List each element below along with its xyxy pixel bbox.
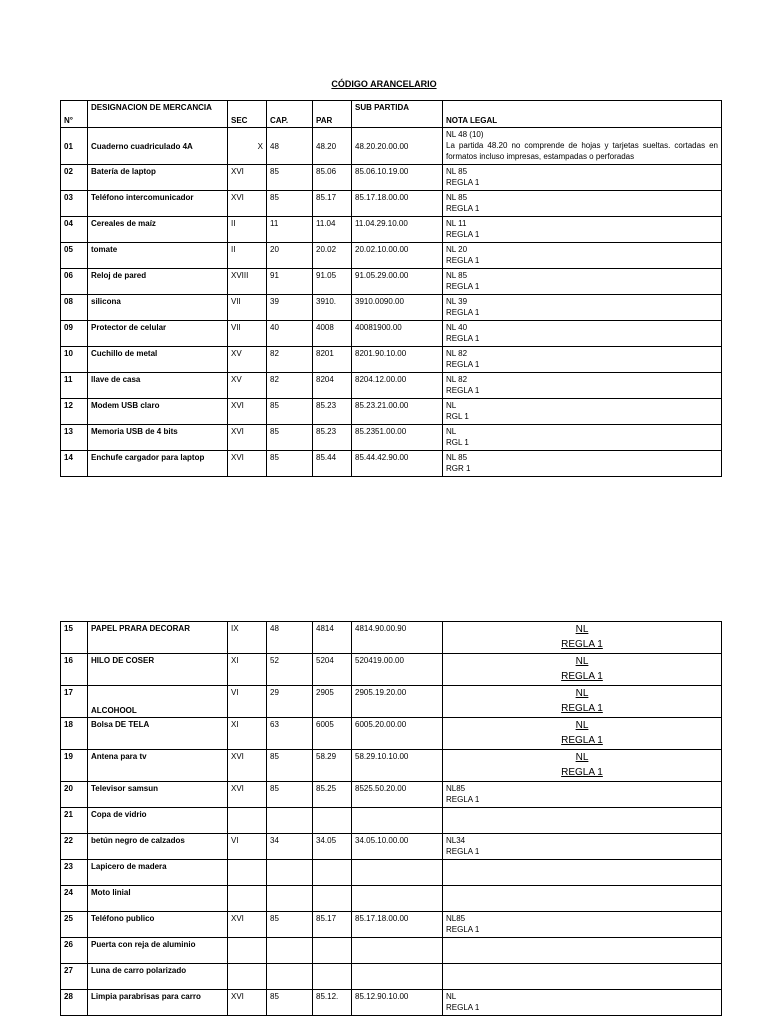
cell-nota-legal	[443, 654, 722, 686]
header-sec: SEC	[228, 101, 267, 128]
cell-cap: 85	[267, 451, 313, 477]
cell-no: 02	[61, 165, 88, 191]
table-row	[61, 834, 722, 860]
tariff-table-2	[60, 621, 722, 1016]
cell-sec: X	[228, 128, 267, 165]
cell-par: 8204	[313, 373, 352, 399]
cell-par: 85.23	[313, 399, 352, 425]
nota-line-2: RGL 1	[446, 412, 469, 421]
cell-designacion: betún negro de calzados	[88, 834, 228, 860]
cell-designacion: Reloj de pared	[88, 269, 228, 295]
cell-subpartida: 520419.00.00	[352, 654, 443, 686]
nota-line-2: REGLA 1	[446, 1003, 480, 1012]
cell-nota-legal	[443, 373, 722, 399]
header-designacion: DESIGNACION DE MERCANCIA	[88, 101, 228, 128]
cell-sec	[228, 964, 267, 990]
cell-cap: 85	[267, 191, 313, 217]
nota-line-1: NL 85	[446, 453, 468, 462]
nota-line-1: NL 85	[446, 271, 468, 280]
cell-nota-legal	[443, 425, 722, 451]
cell-cap: 85	[267, 399, 313, 425]
cell-sec: XVI	[228, 750, 267, 782]
cell-no: 08	[61, 295, 88, 321]
nota-line-2: REGLA 1	[561, 735, 603, 746]
table-row	[61, 808, 722, 834]
cell-par: 20.02	[313, 243, 352, 269]
table-row	[61, 990, 722, 1016]
cell-no: 25	[61, 912, 88, 938]
cell-par: 85.12.	[313, 990, 352, 1016]
cell-par: 48.20	[313, 128, 352, 165]
cell-nota-legal	[443, 912, 722, 938]
document-title: CÓDIGO ARANCELARIO	[331, 79, 437, 89]
nota-line-2: REGLA 1	[446, 847, 480, 856]
cell-cap: 39	[267, 295, 313, 321]
cell-no: 15	[61, 622, 88, 654]
cell-cap: 34	[267, 834, 313, 860]
cell-subpartida: 40081900.00	[352, 321, 443, 347]
cell-par	[313, 808, 352, 834]
cell-nota-legal	[443, 834, 722, 860]
cell-sec: VI	[228, 686, 267, 718]
cell-nota-legal	[443, 622, 722, 654]
cell-par: 2905	[313, 686, 352, 718]
cell-designacion: Limpia parabrisas para carro	[88, 990, 228, 1016]
nota-line-1: NL	[446, 427, 457, 436]
cell-designacion: Modem USB claro	[88, 399, 228, 425]
nota-line-2: RGR 1	[446, 464, 471, 473]
cell-par: 91.05	[313, 269, 352, 295]
cell-cap: 82	[267, 347, 313, 373]
table-row	[61, 750, 722, 782]
table-header-row	[61, 101, 722, 128]
cell-par: 34.05	[313, 834, 352, 860]
cell-designacion: Teléfono intercomunicador	[88, 191, 228, 217]
cell-nota-legal	[443, 321, 722, 347]
cell-cap: 82	[267, 373, 313, 399]
nota-line-2: REGLA 1	[446, 256, 480, 265]
nota-line-2: REGLA 1	[446, 386, 480, 395]
cell-cap: 40	[267, 321, 313, 347]
nota-line-2: REGLA 1	[446, 308, 480, 317]
cell-designacion: silicona	[88, 295, 228, 321]
table-row	[61, 964, 722, 990]
cell-subpartida: 85.2351.00.00	[352, 425, 443, 451]
cell-sec: XVI	[228, 451, 267, 477]
table-row	[61, 128, 722, 165]
cell-sec: II	[228, 243, 267, 269]
cell-nota-legal	[443, 347, 722, 373]
cell-par: 58.29	[313, 750, 352, 782]
cell-nota-legal	[443, 808, 722, 834]
cell-cap: 48	[267, 128, 313, 165]
nota-line-2: REGLA 1	[446, 230, 480, 239]
cell-nota-legal	[443, 750, 722, 782]
cell-subpartida: 85.17.18.00.00	[352, 912, 443, 938]
cell-sec: XVIII	[228, 269, 267, 295]
cell-no: 09	[61, 321, 88, 347]
cell-designacion: tomate	[88, 243, 228, 269]
cell-subpartida: 8201.90.10.00	[352, 347, 443, 373]
cell-subpartida	[352, 860, 443, 886]
nota-line-2: REGLA 1	[561, 639, 603, 650]
cell-subpartida	[352, 964, 443, 990]
nota-line-2: REGLA 1	[446, 334, 480, 343]
cell-subpartida: 48.20.20.00.00	[352, 128, 443, 165]
tariff-table-1	[60, 100, 722, 477]
cell-no: 20	[61, 782, 88, 808]
cell-par: 85.06	[313, 165, 352, 191]
cell-nota-legal	[443, 886, 722, 912]
cell-subpartida: 85.17.18.00.00	[352, 191, 443, 217]
cell-sec: VI	[228, 834, 267, 860]
cell-par: 3910.	[313, 295, 352, 321]
nota-line-2: REGLA 1	[446, 178, 480, 187]
table-row	[61, 451, 722, 477]
table-row	[61, 886, 722, 912]
cell-no: 26	[61, 938, 88, 964]
cell-no: 22	[61, 834, 88, 860]
cell-par: 8201	[313, 347, 352, 373]
cell-sec	[228, 886, 267, 912]
cell-no: 01	[61, 128, 88, 165]
table-row	[61, 347, 722, 373]
cell-no: 06	[61, 269, 88, 295]
nota-line-1: NL	[575, 688, 589, 699]
header-par: PAR	[313, 101, 352, 128]
cell-sec: XV	[228, 347, 267, 373]
cell-nota-legal	[443, 938, 722, 964]
table-row	[61, 938, 722, 964]
cell-sec: XVI	[228, 399, 267, 425]
nota-line-2: REGLA 1	[446, 204, 480, 213]
cell-subpartida	[352, 938, 443, 964]
cell-no: 11	[61, 373, 88, 399]
cell-sec: XV	[228, 373, 267, 399]
cell-par: 85.17	[313, 191, 352, 217]
cell-par: 85.25	[313, 782, 352, 808]
nota-line-2: REGLA 1	[446, 282, 480, 291]
nota-line-1: NL	[575, 624, 589, 635]
cell-par	[313, 886, 352, 912]
cell-no: 13	[61, 425, 88, 451]
cell-sec: II	[228, 217, 267, 243]
cell-subpartida: 34.05.10.00.00	[352, 834, 443, 860]
cell-subpartida: 91.05.29.00.00	[352, 269, 443, 295]
cell-subpartida: 6005.20.00.00	[352, 718, 443, 750]
cell-cap	[267, 860, 313, 886]
cell-sec	[228, 860, 267, 886]
cell-par: 6005	[313, 718, 352, 750]
table-row	[61, 425, 722, 451]
nota-line-2: REGLA 1	[446, 925, 480, 934]
cell-subpartida	[352, 808, 443, 834]
table-row	[61, 321, 722, 347]
cell-designacion: Antena para tv	[88, 750, 228, 782]
cell-cap: 85	[267, 165, 313, 191]
cell-par	[313, 938, 352, 964]
cell-cap: 52	[267, 654, 313, 686]
cell-cap: 91	[267, 269, 313, 295]
nota-line-1: NL	[446, 992, 457, 1001]
cell-cap	[267, 808, 313, 834]
nota-line-2: REGLA 1	[446, 360, 480, 369]
cell-designacion: Bolsa DE TELA	[88, 718, 228, 750]
cell-no: 21	[61, 808, 88, 834]
table-row	[61, 622, 722, 654]
nota-line-1: NL34	[446, 836, 466, 845]
cell-designacion: Televisor samsun	[88, 782, 228, 808]
cell-designacion: Batería de laptop	[88, 165, 228, 191]
nota-line-1: NL	[575, 720, 589, 731]
header-nota-legal: NOTA LEGAL	[443, 101, 722, 128]
header-cap: CAP.	[267, 101, 313, 128]
cell-no: 18	[61, 718, 88, 750]
table-row	[61, 295, 722, 321]
cell-cap	[267, 886, 313, 912]
cell-nota-legal	[443, 718, 722, 750]
table-row	[61, 399, 722, 425]
cell-sec: XI	[228, 718, 267, 750]
cell-no: 12	[61, 399, 88, 425]
cell-subpartida: 2905.19.20.00	[352, 686, 443, 718]
cell-par: 11.04	[313, 217, 352, 243]
table-row	[61, 718, 722, 750]
cell-subpartida: 85.12.90.10.00	[352, 990, 443, 1016]
table-row	[61, 217, 722, 243]
nota-line-2: REGLA 1	[561, 703, 603, 714]
cell-nota-legal	[443, 269, 722, 295]
cell-designacion: Luna de carro polarizado	[88, 964, 228, 990]
cell-nota-legal	[443, 686, 722, 718]
cell-no: 17	[61, 686, 88, 718]
cell-nota-legal	[443, 451, 722, 477]
cell-sec: XVI	[228, 165, 267, 191]
cell-designacion: llave de casa	[88, 373, 228, 399]
cell-no: 19	[61, 750, 88, 782]
cell-nota-legal	[443, 165, 722, 191]
cell-cap: 85	[267, 782, 313, 808]
header-subpartida: SUB PARTIDA	[352, 101, 443, 128]
cell-cap: 63	[267, 718, 313, 750]
cell-par: 85.44	[313, 451, 352, 477]
cell-cap: 29	[267, 686, 313, 718]
nota-line-1: NL 39	[446, 297, 468, 306]
cell-cap: 85	[267, 990, 313, 1016]
cell-par: 85.23	[313, 425, 352, 451]
table-row	[61, 686, 722, 718]
cell-designacion: HILO DE COSER	[88, 654, 228, 686]
table-row	[61, 165, 722, 191]
cell-sec	[228, 938, 267, 964]
cell-sec: XVI	[228, 191, 267, 217]
cell-no: 14	[61, 451, 88, 477]
cell-subpartida: 3910.0090.00	[352, 295, 443, 321]
cell-no: 28	[61, 990, 88, 1016]
cell-nota-legal	[443, 964, 722, 990]
cell-par: 85.17	[313, 912, 352, 938]
table-row	[61, 860, 722, 886]
table-row	[61, 373, 722, 399]
cell-cap: 20	[267, 243, 313, 269]
cell-subpartida: 85.06.10.19.00	[352, 165, 443, 191]
cell-subpartida: 8525.50.20.00	[352, 782, 443, 808]
cell-designacion: PAPEL PRARA DECORAR	[88, 622, 228, 654]
nota-line-1: NL 40	[446, 323, 468, 332]
cell-nota-legal	[443, 243, 722, 269]
cell-nota-legal	[443, 990, 722, 1016]
nota-line-1: NL	[575, 656, 589, 667]
table-row	[61, 269, 722, 295]
cell-sec: IX	[228, 622, 267, 654]
cell-designacion: Cuaderno cuadriculado 4A	[88, 128, 228, 165]
cell-par: 4008	[313, 321, 352, 347]
cell-par	[313, 860, 352, 886]
cell-designacion: Copa de vidrio	[88, 808, 228, 834]
cell-designacion: Puerta con reja de aluminio	[88, 938, 228, 964]
cell-cap	[267, 938, 313, 964]
cell-nota-legal	[443, 128, 722, 165]
cell-subpartida: 8204.12.00.00	[352, 373, 443, 399]
cell-sec: XVI	[228, 990, 267, 1016]
cell-no: 04	[61, 217, 88, 243]
header-no: N°	[61, 101, 88, 128]
nota-line-1: NL	[446, 401, 457, 410]
table-row	[61, 782, 722, 808]
cell-no: 24	[61, 886, 88, 912]
cell-sec: XVI	[228, 425, 267, 451]
nota-line-1: NL85	[446, 784, 466, 793]
nota-line-2: La partida 48.20 no comprende de hojas y tarjetas sueltas. cortadas en formatos incluso impresas, estampadas o perforadas	[446, 141, 718, 161]
cell-sec: XVI	[228, 912, 267, 938]
cell-sec: XI	[228, 654, 267, 686]
cell-nota-legal	[443, 860, 722, 886]
cell-par: 5204	[313, 654, 352, 686]
nota-line-1: NL 82	[446, 349, 468, 358]
cell-subpartida: 11.04.29.10.00	[352, 217, 443, 243]
cell-no: 05	[61, 243, 88, 269]
cell-subpartida	[352, 886, 443, 912]
nota-line-2: REGLA 1	[446, 795, 480, 804]
cell-no: 10	[61, 347, 88, 373]
cell-cap: 48	[267, 622, 313, 654]
nota-line-1: NL85	[446, 914, 466, 923]
nota-line-1: NL 85	[446, 167, 468, 176]
cell-no: 03	[61, 191, 88, 217]
cell-designacion: Moto linial	[88, 886, 228, 912]
cell-cap: 85	[267, 750, 313, 782]
cell-sec: VII	[228, 321, 267, 347]
cell-nota-legal	[443, 782, 722, 808]
cell-designacion: Enchufe cargador para laptop	[88, 451, 228, 477]
cell-nota-legal	[443, 295, 722, 321]
cell-sec	[228, 808, 267, 834]
table-row	[61, 191, 722, 217]
cell-no: 16	[61, 654, 88, 686]
cell-subpartida: 58.29.10.10.00	[352, 750, 443, 782]
nota-line-1: NL 85	[446, 193, 468, 202]
cell-subpartida: 4814.90.00.90	[352, 622, 443, 654]
nota-line-1: NL 11	[446, 219, 467, 228]
cell-nota-legal	[443, 191, 722, 217]
nota-line-1: NL 82	[446, 375, 468, 384]
cell-designacion: Cereales de maíz	[88, 217, 228, 243]
cell-cap	[267, 964, 313, 990]
nota-line-2: REGLA 1	[561, 767, 603, 778]
cell-sec: XVI	[228, 782, 267, 808]
cell-subpartida: 85.23.21.00.00	[352, 399, 443, 425]
nota-line-1: NL	[575, 752, 589, 763]
cell-par	[313, 964, 352, 990]
cell-designacion: Lapicero de madera	[88, 860, 228, 886]
cell-designacion: ALCOHOOL	[88, 686, 228, 718]
cell-designacion: Memoria USB de 4 bits	[88, 425, 228, 451]
table-row	[61, 654, 722, 686]
nota-line-2: REGLA 1	[561, 671, 603, 682]
cell-cap: 11	[267, 217, 313, 243]
cell-designacion: Protector de celular	[88, 321, 228, 347]
cell-cap: 85	[267, 425, 313, 451]
cell-par: 4814	[313, 622, 352, 654]
cell-no: 27	[61, 964, 88, 990]
table-row	[61, 912, 722, 938]
cell-nota-legal	[443, 217, 722, 243]
nota-line-1: NL 20	[446, 245, 468, 254]
cell-designacion: Teléfono publico	[88, 912, 228, 938]
nota-line-2: RGL 1	[446, 438, 469, 447]
cell-subpartida: 20.02.10.00.00	[352, 243, 443, 269]
cell-no: 23	[61, 860, 88, 886]
cell-nota-legal	[443, 399, 722, 425]
cell-designacion: Cuchillo de metal	[88, 347, 228, 373]
cell-sec: VII	[228, 295, 267, 321]
nota-line-1: NL 48 (10)	[446, 130, 484, 139]
cell-subpartida: 85.44.42.90.00	[352, 451, 443, 477]
cell-cap: 85	[267, 912, 313, 938]
table-row	[61, 243, 722, 269]
